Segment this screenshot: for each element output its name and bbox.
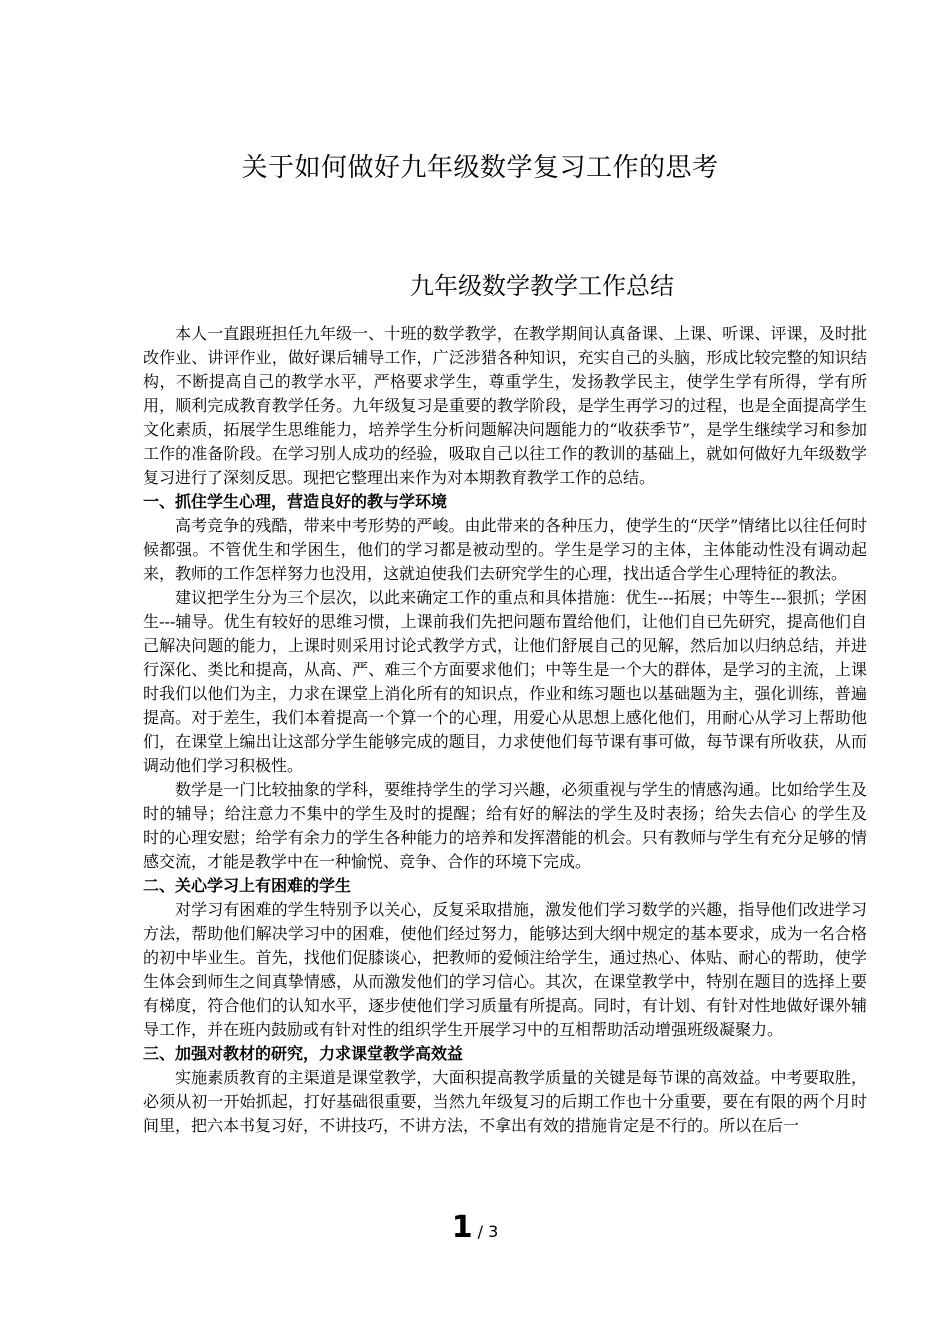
document-subtitle: 九年级数学教学工作总结	[410, 272, 674, 300]
document-body	[143, 322, 867, 1138]
section-heading: 三、加强对教材的研究，力求课堂教学高效益	[143, 1044, 464, 1063]
page-number	[0, 1210, 950, 1245]
section-heading: 一、抓住学生心理，营造良好的教与学环境	[143, 492, 448, 511]
intro-paragraph: 本人一直跟班担任九年级一、十班的数学教学，在教学期间认真备课、上课、听课、评课，及时批改作业、讲评作业，做好课后辅导工作，广泛涉猎各种知识，充实自己的头脑，形成比较完整的知识结构，不断提高自己的教学水平，严格要求学生，尊重学生，发扬教学民主，使学生学有所得，学有所用，顺利完成教育教学任务。九年级复习是重要的教学阶段，是学生再学习的过程，也是全面提高学生文化素质，拓展学生思维能力，培养学生分析问题解决问题能力的“收获季节”，是学生继续学习和参加工作的准备阶段。在学习别人成功的经验，吸取自己以往工作的教训的基础上，就如何做好九年级数学复习进行了深刻反思。现把它整理出来作为对本期教育教学工作的总结。	[143, 324, 867, 487]
body-paragraph: 建议把学生分为三个层次，以此来确定工作的重点和具体措施：优生---拓展；中等生---狠抓；学困生---辅导。优生有较好的思维习惯，上课前我们先把问题布置给他们，让他们自已先研究，提高他们自己解决问题的能力，上课时则采用讨论式教学方式，让他们舒展自己的见解，然后加以归纳总结，并进行深化、类比和提高，从高、严、难三个方面要求他们；中等生是一个大的群体，是学习的主流，上课时我们以他们为主，力求在课堂上消化所有的知识点，作业和练习题也以基础题为主，强化训练，普遍提高。对于差生，我们本着提高一个算一个的心理，用爱心从思想上感化他们，用耐心从学习上帮助他们，在课堂上编出让这部分学生能够完成的题目，力求使他们每节课有事可做，每节课有所收获，从而调动他们学习积极性。	[143, 588, 867, 775]
section-heading: 二、关心学习上有困难的学生	[143, 876, 352, 895]
body-paragraph: 对学习有困难的学生特别予以关心，反复采取措施，激发他们学习数学的兴趣，指导他们改进学习方法，帮助他们解决学习中的困难，使他们经过努力，能够达到大纲中规定的基本要求，成为一名合格的初中毕业生。首先，找他们促膝谈心，把教师的爱倾注给学生，通过热心、体贴、耐心的帮助，使学生体会到师生之间真挚情感，从而激发他们的学习信心。其次，在课堂教学中，特别在题目的选择上要有梯度，符合他们的认知水平，逐步使他们学习质量有所提高。同时，有计划、有针对性地做好课外辅导工作，并在班内鼓励或有针对性的组织学生开展学习中的互相帮助活动增强班级凝聚力。	[143, 900, 867, 1039]
body-paragraph: 高考竞争的残酷，带来中考形势的严峻。由此带来的各种压力，使学生的“厌学”情绪比以往任何时候都强。不管优生和学困生，他们的学习都是被动型的。学生是学习的主体，主体能动性没有调动起来，教师的工作怎样努力也没用，这就迫使我们去研究学生的心理，找出适合学生心理特征的教法。	[143, 516, 867, 583]
document-title: 关于如何做好九年级数学复习工作的思考	[241, 153, 719, 183]
body-paragraph: 实施素质教育的主渠道是课堂教学，大面积提高教学质量的关键是每节课的高效益。中考要取胜，必须从初一开始抓起，打好基础很重要，当然九年级复习的后期工作也十分重要，要在有限的两个月时间里，把六本书复习好，不讲技巧，不讲方法，不拿出有效的措施肯定是不行的。所以在后一	[143, 1068, 867, 1135]
total-pages: / 3	[477, 1222, 499, 1241]
body-paragraph: 数学是一门比较抽象的学科，要维持学生的学习兴趣，必须重视与学生的情感沟通。比如给学生及时的辅导；给注意力不集中的学生及时的提醒；给有好的解法的学生及时表扬；给失去信心 的学生及时的心理安慰；给学有余力的学生各种能力的培养和发挥潜能的机会。只有教师与学生有充分足够的情感交流，才能是教学中在一种愉悦、竞争、合作的环境下完成。	[143, 780, 867, 871]
current-page-number: 1	[451, 1210, 473, 1245]
